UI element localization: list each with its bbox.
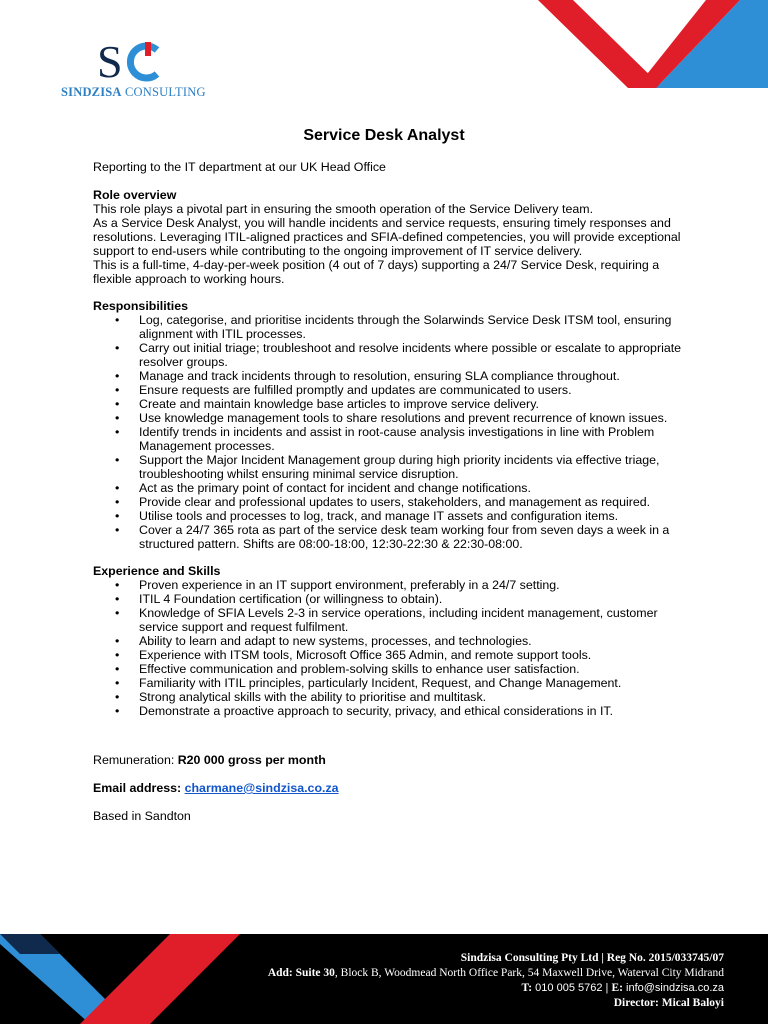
list-item: • Proven experience in an IT support environment, preferably in a 24/7 setting. <box>93 578 683 592</box>
overview-paragraph: As a Service Desk Analyst, you will handle incidents and service requests, ensuring timely responses and resolutions. Leveraging ITIL-aligned practices and SFIA-defined competencies, you will provide exceptional support to end-users while contributing to the ongoing improvement of IT service delivery. <box>93 216 681 258</box>
job-title: Service Desk Analyst <box>303 127 465 144</box>
company-logo <box>60 40 210 100</box>
list-item: • Manage and track incidents through to resolution, ensuring SLA compliance throughout. <box>93 369 683 383</box>
list-item: • Knowledge of SFIA Levels 2-3 in service operations, including incident management, customer service support and request fulfilment. <box>93 606 683 634</box>
document-body <box>93 160 683 837</box>
list-item: • Utilise tools and processes to log, track, and manage IT assets and configuration items. <box>93 509 683 523</box>
remuneration-label: Remuneration: <box>93 753 178 767</box>
list-item: • Identify trends in incidents and assist in root-cause analysis investigations in line with Problem Management processes. <box>93 425 683 453</box>
footer-address: , Block B, Woodmead North Office Park, 54 Maxwell Drive, Waterval City Midrand <box>334 967 724 979</box>
list-item: • Log, categorise, and prioritise incidents through the Solarwinds Service Desk ITSM tool, ensuring alignment with ITIL processes. <box>93 313 683 341</box>
overview-paragraph: This role plays a pivotal part in ensuring the smooth operation of the Service Delivery team. <box>93 202 594 216</box>
list-item: • Familiarity with ITIL principles, particularly Incident, Request, and Change Management. <box>93 676 683 690</box>
overview-paragraph: This is a full-time, 4-day-per-week position (4 out of 7 days) supporting a 24/7 Service Desk, requiring a flexible approach to working hours. <box>93 258 660 286</box>
footer-contact-line <box>268 981 724 996</box>
responsibilities-list <box>93 313 683 551</box>
footer-address-label: Add: Suite 30 <box>267 967 335 979</box>
footer-tel-label: T: <box>521 982 533 994</box>
footer-tel: 010 005 5762 | <box>532 982 612 994</box>
logo-wordmark <box>61 85 206 100</box>
list-item: • Provide clear and professional updates to users, stakeholders, and management as required. <box>93 495 683 509</box>
list-item: • Demonstrate a proactive approach to security, privacy, and ethical considerations in IT. <box>93 704 683 718</box>
responsibilities-section <box>93 299 683 551</box>
experience-list <box>93 578 683 718</box>
responsibilities-heading: Responsibilities <box>93 299 189 313</box>
footer-company-line <box>268 951 724 966</box>
footer-email-label: E: <box>611 982 623 994</box>
list-item: • Carry out initial triage; troubleshoot and resolve incidents where possible or escalate to appropriate resolver groups. <box>93 341 683 369</box>
svg-text:S: S <box>97 40 123 84</box>
footer-director: Director: Mical Baloyi <box>613 997 724 1009</box>
list-item: • Act as the primary point of contact for incident and change notifications. <box>93 481 683 495</box>
list-item: • Ability to learn and adapt to new systems, processes, and technologies. <box>93 634 683 648</box>
role-overview-section <box>93 188 683 286</box>
logo-suffix: CONSULTING <box>121 85 206 99</box>
list-item: • Support the Major Incident Management group during high priority incidents via effective triage, troubleshooting whilst ensuring minimal service disruption. <box>93 453 683 481</box>
experience-heading: Experience and Skills <box>93 564 221 578</box>
list-item: • Cover a 24/7 365 rota as part of the service desk team working four from seven days a week in a structured pattern. Shifts are 08:00-18:00, 12:30-22:30 & 22:30-08:00. <box>93 523 683 551</box>
corner-decoration <box>508 0 768 90</box>
experience-section <box>93 564 683 718</box>
footer-company: Sindzisa Consulting Pty Ltd <box>460 952 599 964</box>
role-overview-heading: Role overview <box>93 188 177 202</box>
logo-brand: SINDZISA <box>61 85 122 99</box>
page-footer <box>0 934 768 1024</box>
list-item: • Effective communication and problem-solving skills to enhance user satisfaction. <box>93 662 683 676</box>
list-item: • Ensure requests are fulfilled promptly and updates are communicated to users. <box>93 383 683 397</box>
list-item: • Create and maintain knowledge base articles to improve service delivery. <box>93 397 683 411</box>
list-item: • ITIL 4 Foundation certification (or willingness to obtain). <box>93 592 683 606</box>
footer-contact <box>268 951 724 1011</box>
email-link[interactable]: charmane@sindzisa.co.za <box>184 781 339 795</box>
footer-reg: | Reg No. 2015/033745/07 <box>598 952 724 964</box>
footer-director-line <box>268 996 724 1011</box>
sc-logo-mark <box>93 40 163 84</box>
email-label: Email address: <box>93 781 185 795</box>
list-item: • Use knowledge management tools to share resolutions and prevent recurrence of known issues. <box>93 411 683 425</box>
remuneration-value: R20 000 gross per month <box>177 753 326 767</box>
location-text: Based in Sandton <box>93 809 191 823</box>
footer-address-line <box>268 966 724 981</box>
list-item: • Strong analytical skills with the ability to prioritise and multitask. <box>93 690 683 704</box>
intro-text: Reporting to the IT department at our UK Head Office <box>93 160 386 174</box>
footer-decoration <box>0 934 260 1024</box>
list-item: • Experience with ITSM tools, Microsoft Office 365 Admin, and remote support tools. <box>93 648 683 662</box>
remuneration-line <box>93 753 683 767</box>
footer-email: info@sindzisa.co.za <box>622 982 724 994</box>
email-line <box>93 781 683 795</box>
